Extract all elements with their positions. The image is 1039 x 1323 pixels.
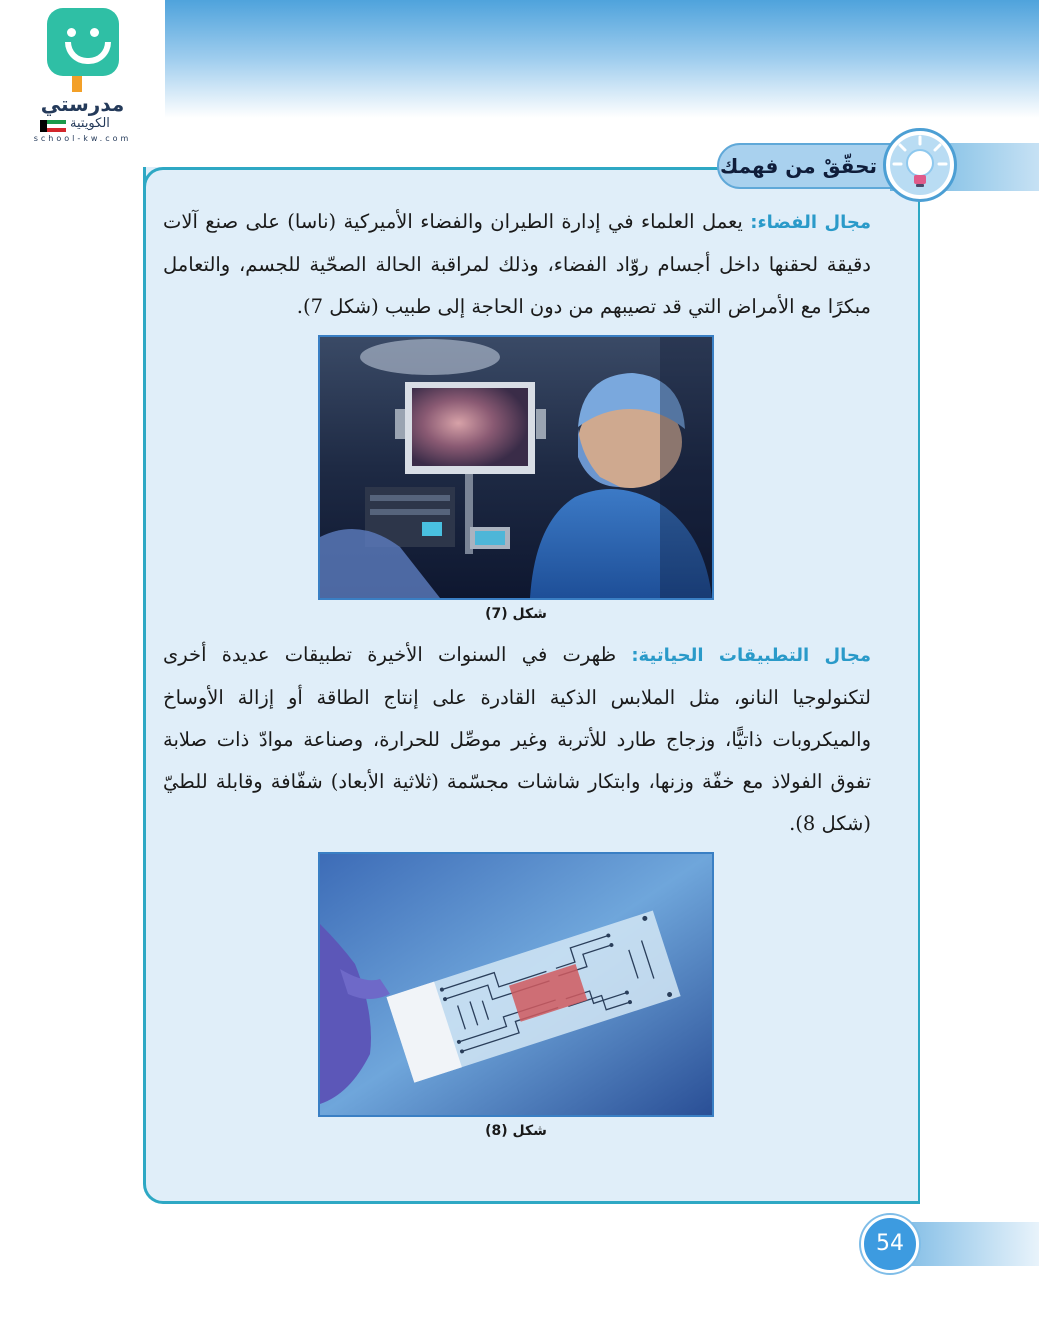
figure-7-image [318,335,714,600]
figure-8-caption: شكل (8) [485,1123,547,1139]
paragraph-lead-space: مجال الفضاء: [750,212,871,233]
paragraph-space-field [163,201,871,328]
school-logo [10,6,155,146]
logo-face-icon [47,8,119,76]
content-box-top-border [163,167,721,170]
section-header-title: تحقّقْ من فهمك [720,154,877,178]
lightbulb-icon [883,128,957,202]
logo-title: مدرستي [40,92,125,116]
paragraph-text-space: يعمل العلماء في إدارة الطيران والفضاء الأميركية (ناسا) على صنع آلات دقيقة لحقنها داخل أجسام روّاد الفضاء، وذلك لمراقبة الحالة الصحّية للجسم، والتعامل مبكرًا مع الأمراض التي قد تصيبهم من دون الحاجة إلى طبيب (شكل 7). [163,210,871,318]
paragraph-life-applications [163,634,871,845]
paragraph-text-life: ظهرت في السنوات الأخيرة تطبيقات عديدة أخرى لتكنولوجيا النانو، مثل الملابس الذكية القادرة على إنتاج الطاقة أو إزالة الأوساخ والميكروبات ذاتيًّا، وزجاج طارد للأتربة وغير موصِّل للحرارة، وصناعة موادّ ذات صلابة تفوق الفولاذ مع خفّة وزنها، وابتكار شاشات مجسّمة (ثلاثية الأبعاد) شفّافة وقابلة للطيّ (شكل 8). [163,643,871,835]
page-number: 54 [861,1215,919,1273]
kuwait-flag-icon [40,120,66,132]
figure-7-caption: شكل (7) [485,606,547,622]
logo-subtitle: الكويتية [70,116,110,131]
logo-url: school-kw.com [33,134,132,143]
top-banner [165,0,1039,118]
figure-8-image [318,852,714,1117]
paragraph-lead-life: مجال التطبيقات الحياتية: [631,645,871,666]
